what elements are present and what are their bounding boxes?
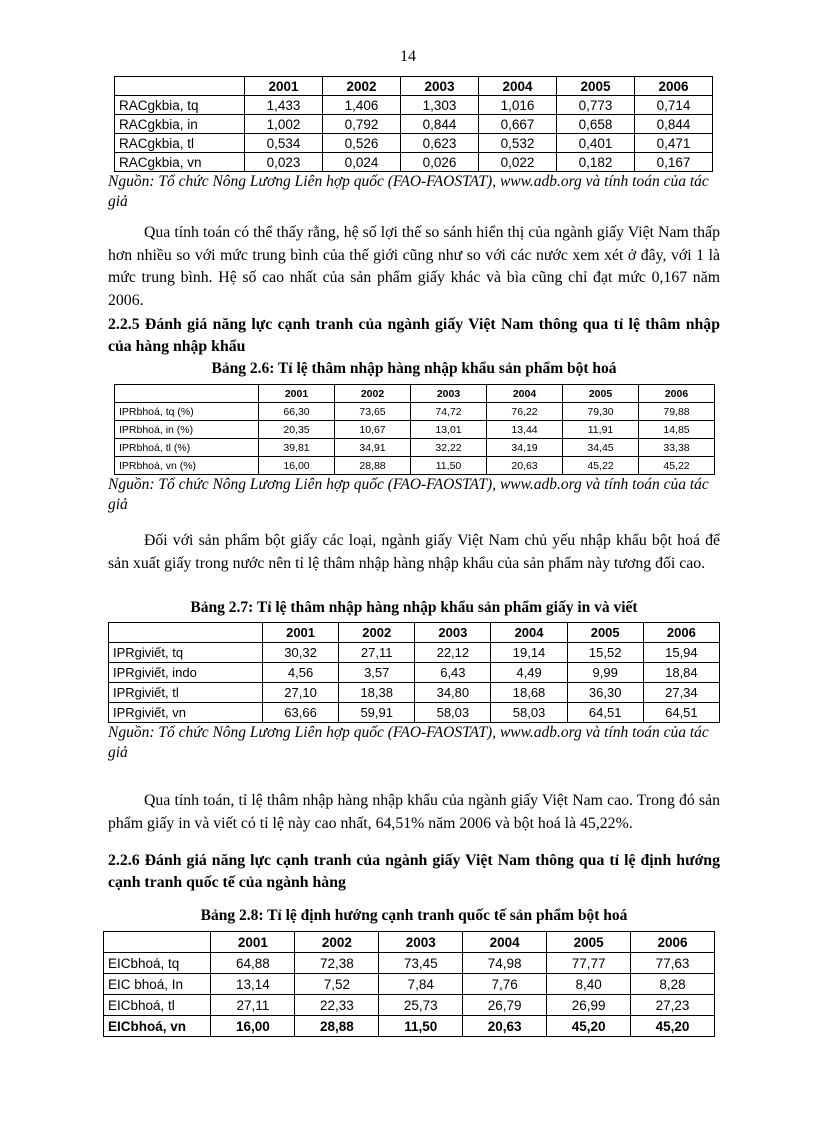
table-4-block bbox=[103, 931, 715, 1037]
row-label: EIC bhoá, In bbox=[104, 974, 211, 995]
cell: 4,49 bbox=[491, 663, 567, 683]
cell: 74,98 bbox=[463, 953, 547, 974]
cell: 16,00 bbox=[259, 457, 335, 475]
header-cell bbox=[109, 623, 263, 643]
cell: 34,19 bbox=[487, 439, 563, 457]
cell: 28,88 bbox=[295, 1016, 379, 1037]
cell: 66,30 bbox=[259, 403, 335, 421]
cell: 27,23 bbox=[631, 995, 715, 1016]
cell: 1,433 bbox=[245, 96, 323, 115]
cell: 11,91 bbox=[563, 421, 639, 439]
header-cell: 2003 bbox=[401, 77, 479, 96]
cell: 0,844 bbox=[635, 115, 713, 134]
header-cell: 2001 bbox=[259, 385, 335, 403]
table-ipr-giviet bbox=[108, 622, 720, 723]
cell: 0,792 bbox=[323, 115, 401, 134]
cell: 45,22 bbox=[639, 457, 715, 475]
header-cell: 2006 bbox=[631, 932, 715, 953]
cell: 79,30 bbox=[563, 403, 639, 421]
cell: 1,016 bbox=[479, 96, 557, 115]
cell: 1,303 bbox=[401, 96, 479, 115]
header-cell: 2002 bbox=[295, 932, 379, 953]
cell: 0,623 bbox=[401, 134, 479, 153]
header-cell: 2004 bbox=[479, 77, 557, 96]
table-row bbox=[115, 153, 713, 172]
header-cell: 2006 bbox=[635, 77, 713, 96]
header-cell: 2005 bbox=[547, 932, 631, 953]
cell: 59,91 bbox=[339, 703, 415, 723]
table-2-source: Nguồn: Tổ chức Nông Lương Liên hợp quốc (FAO-FAOSTAT), www.adb.org và tính toán của tác giả bbox=[108, 476, 709, 513]
header-cell bbox=[115, 385, 259, 403]
cell: 77,77 bbox=[547, 953, 631, 974]
table-1-block bbox=[108, 76, 720, 212]
cell: 7,52 bbox=[295, 974, 379, 995]
cell: 14,85 bbox=[639, 421, 715, 439]
table-header-row bbox=[104, 932, 715, 953]
cell: 22,33 bbox=[295, 995, 379, 1016]
cell: 27,11 bbox=[339, 643, 415, 663]
cell: 64,51 bbox=[643, 703, 719, 723]
cell: 45,20 bbox=[631, 1016, 715, 1037]
table-1-source: Nguồn: Tổ chức Nông Lương Liên hợp quốc (FAO-FAOSTAT), www.adb.org và tính toán của tác giả bbox=[108, 173, 709, 210]
header-cell bbox=[115, 77, 245, 96]
table-row bbox=[115, 439, 715, 457]
row-label: EICbhoá, tq bbox=[104, 953, 211, 974]
heading-2-2-5-block bbox=[108, 314, 720, 358]
cell: 73,65 bbox=[335, 403, 411, 421]
cell: 34,91 bbox=[335, 439, 411, 457]
cell: 0,532 bbox=[479, 134, 557, 153]
row-label: RACgkbia, tl bbox=[115, 134, 245, 153]
cell: 0,401 bbox=[557, 134, 635, 153]
cell: 15,52 bbox=[567, 643, 643, 663]
header-cell: 2004 bbox=[463, 932, 547, 953]
header-cell: 2001 bbox=[211, 932, 295, 953]
table-rac bbox=[114, 76, 713, 172]
header-cell: 2003 bbox=[415, 623, 491, 643]
cell: 15,94 bbox=[643, 643, 719, 663]
table-row bbox=[104, 953, 715, 974]
cell: 0,714 bbox=[635, 96, 713, 115]
table-row bbox=[115, 115, 713, 134]
cell: 30,32 bbox=[262, 643, 338, 663]
cell: 8,28 bbox=[631, 974, 715, 995]
table-row bbox=[109, 643, 720, 663]
table-2-caption: Bảng 2.6: Tỉ lệ thâm nhập hàng nhập khẩu sản phẩm bột hoá bbox=[211, 360, 617, 377]
cell: 79,88 bbox=[639, 403, 715, 421]
table-row bbox=[109, 663, 720, 683]
cell: 18,84 bbox=[643, 663, 719, 683]
header-cell: 2005 bbox=[557, 77, 635, 96]
row-label: IPRbhoá, tq (%) bbox=[115, 403, 259, 421]
cell: 36,30 bbox=[567, 683, 643, 703]
header-cell: 2003 bbox=[379, 932, 463, 953]
paragraph-2: Đối với sản phẩm bột giấy các loại, ngành giấy Việt Nam chủ yếu nhập khẩu bột hoá để sản xuất giấy trong nước nên tỉ lệ thâm nhập hàng nhập khẩu của sản phẩm này tương đối cao. bbox=[108, 532, 720, 572]
table-3-block bbox=[108, 622, 720, 763]
row-label: RACgkbia, in bbox=[115, 115, 245, 134]
cell: 0,526 bbox=[323, 134, 401, 153]
cell: 22,12 bbox=[415, 643, 491, 663]
page-number: 14 bbox=[400, 48, 416, 65]
table-4-caption: Bảng 2.8: Tỉ lệ định hướng cạnh tranh quốc tế sản phẩm bột hoá bbox=[200, 907, 628, 924]
cell: 11,50 bbox=[379, 1016, 463, 1037]
header-cell: 2005 bbox=[563, 385, 639, 403]
header-cell: 2002 bbox=[323, 77, 401, 96]
cell: 33,38 bbox=[639, 439, 715, 457]
row-label: IPRgiviết, vn bbox=[109, 703, 263, 723]
row-label: RACgkbia, tq bbox=[115, 96, 245, 115]
paragraph-2-block bbox=[108, 530, 720, 575]
cell: 0,667 bbox=[479, 115, 557, 134]
cell: 34,45 bbox=[563, 439, 639, 457]
header-cell: 2004 bbox=[487, 385, 563, 403]
cell: 11,50 bbox=[411, 457, 487, 475]
header-cell: 2004 bbox=[491, 623, 567, 643]
table-row bbox=[115, 134, 713, 153]
table-ipr-bhoa bbox=[114, 384, 715, 475]
cell: 0,022 bbox=[479, 153, 557, 172]
cell: 27,11 bbox=[211, 995, 295, 1016]
paragraph-1: Qua tính toán có thể thấy rằng, hệ số lợi thế so sánh hiển thị của ngành giấy Việt Nam thấp hơn nhiều so với mức trung bình của thế giới cũng như so với các nước xem xét ở đây, với 1 là mức trung bình. Hệ số cao nhất của sản phẩm giấy khác và bìa cũng chỉ đạt mức 0,167 năm 2006. bbox=[108, 224, 720, 309]
cell: 72,38 bbox=[295, 953, 379, 974]
cell: 26,79 bbox=[463, 995, 547, 1016]
paragraph-3-block bbox=[108, 790, 720, 835]
cell: 73,45 bbox=[379, 953, 463, 974]
cell: 4,56 bbox=[262, 663, 338, 683]
cell: 1,406 bbox=[323, 96, 401, 115]
cell: 64,88 bbox=[211, 953, 295, 974]
table-row bbox=[104, 1016, 715, 1037]
cell: 39,81 bbox=[259, 439, 335, 457]
table-row bbox=[115, 421, 715, 439]
cell: 10,67 bbox=[335, 421, 411, 439]
cell: 20,63 bbox=[487, 457, 563, 475]
cell: 13,14 bbox=[211, 974, 295, 995]
table-header-row bbox=[115, 385, 715, 403]
cell: 20,35 bbox=[259, 421, 335, 439]
cell: 0,024 bbox=[323, 153, 401, 172]
table-row bbox=[109, 703, 720, 723]
cell: 6,43 bbox=[415, 663, 491, 683]
row-label: IPRgiviết, indo bbox=[109, 663, 263, 683]
cell: 77,63 bbox=[631, 953, 715, 974]
row-label: IPRbhoá, tl (%) bbox=[115, 439, 259, 457]
cell: 0,471 bbox=[635, 134, 713, 153]
header-cell: 2001 bbox=[245, 77, 323, 96]
header-cell: 2005 bbox=[567, 623, 643, 643]
row-label: IPRgiviết, tq bbox=[109, 643, 263, 663]
cell: 0,773 bbox=[557, 96, 635, 115]
cell: 3,57 bbox=[339, 663, 415, 683]
cell: 8,40 bbox=[547, 974, 631, 995]
cell: 7,76 bbox=[463, 974, 547, 995]
header-cell: 2003 bbox=[411, 385, 487, 403]
table-3-caption: Bảng 2.7: Tỉ lệ thâm nhập hàng nhập khẩu sản phẩm giấy in và viết bbox=[190, 599, 638, 616]
cell: 13,01 bbox=[411, 421, 487, 439]
cell: 0,026 bbox=[401, 153, 479, 172]
cell: 0,534 bbox=[245, 134, 323, 153]
cell: 13,44 bbox=[487, 421, 563, 439]
table-row bbox=[109, 683, 720, 703]
cell: 25,73 bbox=[379, 995, 463, 1016]
header-cell: 2002 bbox=[335, 385, 411, 403]
cell: 76,22 bbox=[487, 403, 563, 421]
cell: 32,22 bbox=[411, 439, 487, 457]
cell: 74,72 bbox=[411, 403, 487, 421]
row-label: EICbhoá, tl bbox=[104, 995, 211, 1016]
row-label: IPRbhoá, vn (%) bbox=[115, 457, 259, 475]
cell: 45,22 bbox=[563, 457, 639, 475]
table-eic-bhoa bbox=[103, 931, 715, 1037]
cell: 0,182 bbox=[557, 153, 635, 172]
header-cell bbox=[104, 932, 211, 953]
cell: 27,10 bbox=[262, 683, 338, 703]
row-label: IPRbhoá, in (%) bbox=[115, 421, 259, 439]
cell: 26,99 bbox=[547, 995, 631, 1016]
paragraph-1-block bbox=[108, 222, 720, 312]
cell: 18,38 bbox=[339, 683, 415, 703]
cell: 7,84 bbox=[379, 974, 463, 995]
table-header-row bbox=[109, 623, 720, 643]
cell: 0,844 bbox=[401, 115, 479, 134]
cell: 27,34 bbox=[643, 683, 719, 703]
cell: 9,99 bbox=[567, 663, 643, 683]
table-row bbox=[115, 403, 715, 421]
table-row bbox=[115, 457, 715, 475]
cell: 19,14 bbox=[491, 643, 567, 663]
heading-2-2-6-block bbox=[108, 850, 720, 894]
table-header-row bbox=[115, 77, 713, 96]
header-cell: 2006 bbox=[639, 385, 715, 403]
row-label: RACgkbia, vn bbox=[115, 153, 245, 172]
row-label: EICbhoá, vn bbox=[104, 1016, 211, 1037]
cell: 45,20 bbox=[547, 1016, 631, 1037]
table-row bbox=[104, 995, 715, 1016]
table-3-source: Nguồn: Tổ chức Nông Lương Liên hợp quốc (FAO-FAOSTAT), www.adb.org và tính toán của tác giả bbox=[108, 724, 709, 761]
cell: 1,002 bbox=[245, 115, 323, 134]
paragraph-3: Qua tính toán, tỉ lệ thâm nhập hàng nhập khẩu của ngành giấy Việt Nam cao. Trong đó sản phẩm giấy in và viết có tỉ lệ này cao nhất, 64,51% năm 2006 và bột hoá là 45,22%. bbox=[108, 792, 720, 832]
section-heading-2-2-5: 2.2.5 Đánh giá năng lực cạnh tranh của ngành giấy Việt Nam thông qua tỉ lệ thâm nhập của hàng nhập khẩu bbox=[108, 316, 720, 355]
row-label: IPRgiviết, tl bbox=[109, 683, 263, 703]
cell: 0,023 bbox=[245, 153, 323, 172]
cell: 63,66 bbox=[262, 703, 338, 723]
cell: 0,658 bbox=[557, 115, 635, 134]
cell: 18,68 bbox=[491, 683, 567, 703]
header-cell: 2006 bbox=[643, 623, 719, 643]
cell: 64,51 bbox=[567, 703, 643, 723]
table-row bbox=[115, 96, 713, 115]
cell: 20,63 bbox=[463, 1016, 547, 1037]
cell: 16,00 bbox=[211, 1016, 295, 1037]
table-2-block bbox=[108, 384, 720, 515]
header-cell: 2002 bbox=[339, 623, 415, 643]
cell: 34,80 bbox=[415, 683, 491, 703]
section-heading-2-2-6: 2.2.6 Đánh giá năng lực cạnh tranh của ngành giấy Việt Nam thông qua tỉ lệ định hướng cạnh tranh quốc tế của ngành hàng bbox=[108, 852, 720, 891]
cell: 0,167 bbox=[635, 153, 713, 172]
header-cell: 2001 bbox=[262, 623, 338, 643]
cell: 58,03 bbox=[491, 703, 567, 723]
table-row bbox=[104, 974, 715, 995]
cell: 28,88 bbox=[335, 457, 411, 475]
cell: 58,03 bbox=[415, 703, 491, 723]
